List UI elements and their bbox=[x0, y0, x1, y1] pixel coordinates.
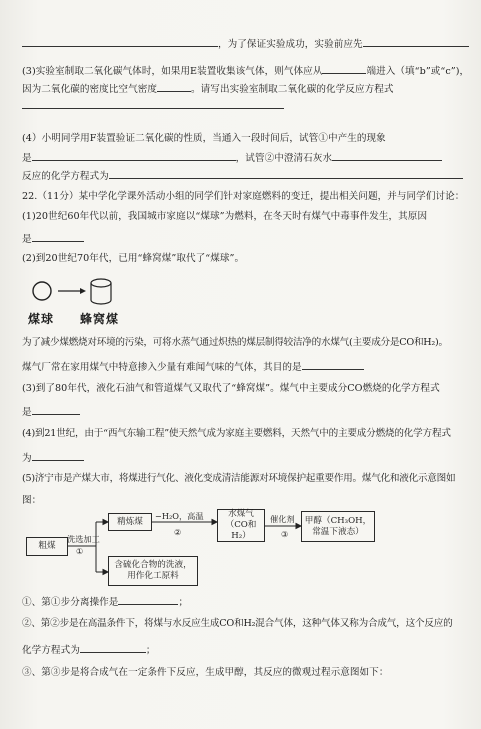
byproduct-box bbox=[108, 556, 198, 586]
text: 为了减少煤燃烧对环境的污染，可将水蒸气通过炽热的煤层制得较洁净的水煤气(主要成分是CO和H₂)。 bbox=[22, 337, 448, 348]
text: ①、第①步分离操作是 bbox=[22, 597, 119, 608]
text: (1)20世纪60年代以前，我国城市家庭以“煤球”为燃料，在冬天时有煤气中毒事件发生，其原因 bbox=[22, 211, 428, 222]
fine-coal-box bbox=[108, 513, 152, 531]
text: (5)济宁市是产煤大市，将煤进行气化、液化变成清洁能源对环境保护起重要作用。煤气化和液化示意图如 bbox=[22, 473, 456, 484]
text: 22.（11分）某中学化学课外活动小组的同学们针对家庭燃料的变迁，提出相关问题，并与同学们讨论： bbox=[22, 191, 465, 202]
text: 是 bbox=[22, 234, 32, 245]
line-20: ①、第①步分离操作是 ； bbox=[22, 594, 469, 609]
text: (3)实验室制取二氧化碳气体时，如果用E装置收集该气体，则气体应从 bbox=[22, 66, 323, 77]
methanol-box bbox=[301, 511, 375, 542]
answer-blank[interactable] bbox=[118, 594, 178, 605]
line-21 bbox=[22, 617, 469, 630]
step-1-number: ① bbox=[76, 546, 84, 556]
box-label: 粗煤 bbox=[38, 541, 56, 551]
text: 化学方程式为 bbox=[22, 645, 80, 656]
line-23 bbox=[22, 666, 469, 679]
text: (2)到20世纪70年代，已用“蜂窝煤”取代了“煤球”。 bbox=[22, 253, 245, 264]
label-coal-ball: 煤球 bbox=[28, 312, 55, 326]
text: ，试管②中澄清石灰水 bbox=[235, 153, 333, 164]
step-1-label: 洗选加工 bbox=[67, 534, 100, 544]
text: 因为二氧化碳的密度比空气密度 bbox=[22, 84, 158, 95]
box-label: 精炼煤 bbox=[117, 516, 143, 527]
text: 反应的化学方程式为 bbox=[22, 171, 109, 182]
box-label: 常温下液态） bbox=[312, 526, 364, 537]
text: 是 bbox=[22, 407, 32, 418]
line-22: 化学方程式为 ； bbox=[22, 642, 469, 657]
text: 图： bbox=[22, 495, 42, 506]
step-2-label: −H₂O，高温 bbox=[155, 511, 204, 521]
box-label: 甲醇（CH₃OH， bbox=[304, 515, 372, 526]
box-label: 含硫化合物的洗液， bbox=[114, 560, 192, 570]
raw-coal-box bbox=[26, 537, 68, 556]
text: (4)到21世纪，由于“西气东输工程”使天然气成为家庭主要燃料，天然气中的主要成分燃烧的化学方程式 bbox=[22, 428, 451, 439]
box-label: 水煤气 bbox=[228, 509, 254, 519]
text: ，为了保证实验成功，实验前应先 bbox=[218, 39, 363, 50]
answer-blank[interactable] bbox=[80, 642, 146, 653]
catalyst-label: 催化剂 bbox=[270, 514, 295, 524]
step-3-number: ③ bbox=[281, 529, 289, 539]
box-label: 用作化工原料 bbox=[127, 571, 179, 581]
box-label: （CO和 H₂） bbox=[225, 520, 257, 541]
text: 端进入（填“b”或“c”)， bbox=[366, 66, 470, 77]
text: ③、第③步是将合成气在一定条件下反应，生成甲醇，其反应的微观过程示意图如下： bbox=[22, 667, 389, 678]
text: 。请写出实验室制取二氧化碳的化学反应方程式 bbox=[191, 84, 394, 95]
water-gas-box bbox=[217, 509, 265, 542]
text: (3)到了80年代，液化石油气和管道煤气又取代了“蜂窝煤”。煤气中主要成分CO燃烧的化学方程式 bbox=[22, 383, 440, 394]
text: 是 bbox=[22, 153, 32, 164]
step-2-number: ② bbox=[174, 527, 182, 537]
text: 煤气厂常在家用煤气中特意掺入少量有难闻气味的气体，其目的是 bbox=[22, 362, 302, 373]
text: 为 bbox=[22, 453, 32, 464]
text: (4）小明同学用F装置验证二氧化碳的性质，当通入一段时间后，试管①中产生的现象 bbox=[22, 133, 386, 144]
text: ②、第②步是在高温条件下，将煤与水反应生成CO和H₂混合气体，这种气体又称为合成气，这个反应的 bbox=[22, 618, 453, 629]
label-honeycomb-coal: 蜂窝煤 bbox=[80, 312, 120, 326]
